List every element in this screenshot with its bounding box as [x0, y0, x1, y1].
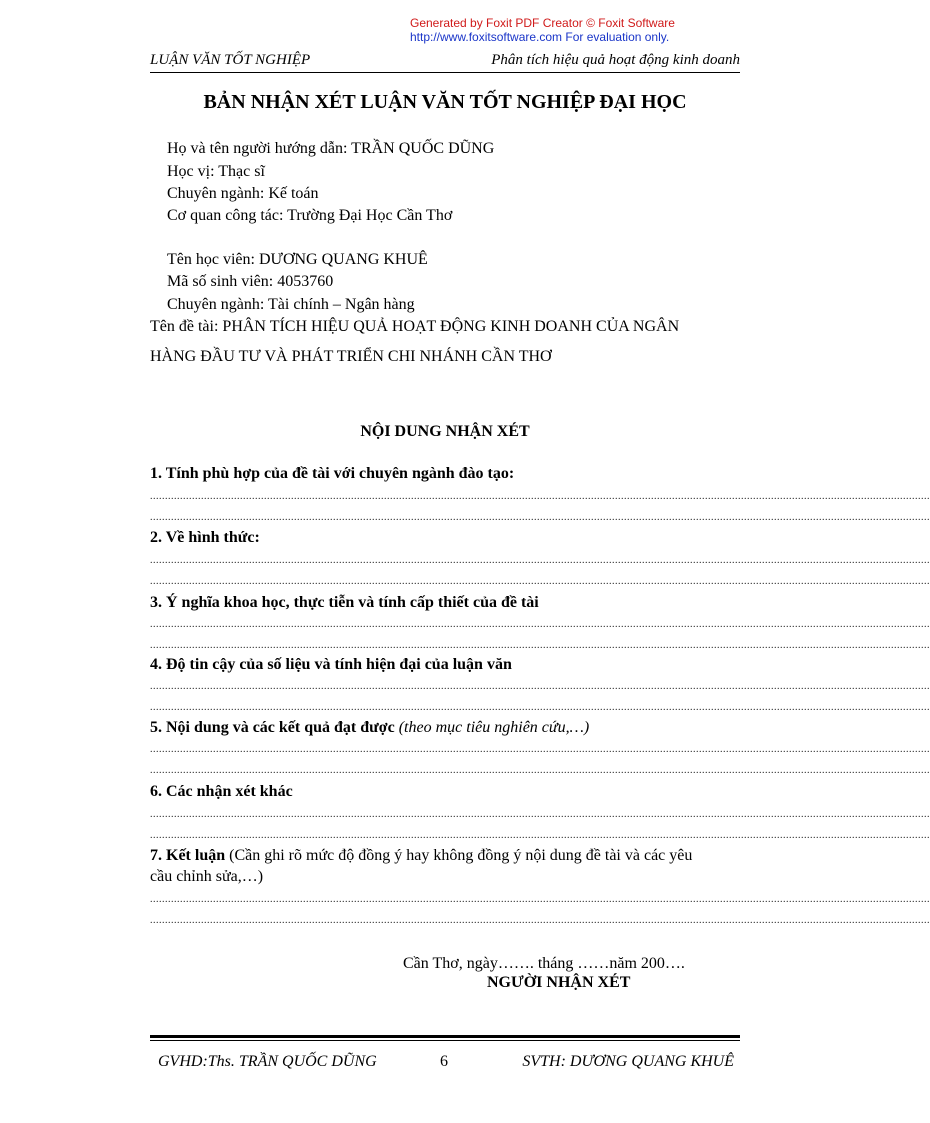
answer-line: ....................................................................................................................................................................................................................................................................: [150, 915, 930, 926]
question-7-note-line-2: cầu chỉnh sửa,…): [150, 868, 264, 885]
student-name: Tên học viên: DƯƠNG QUANG KHUÊ: [167, 251, 428, 268]
student-id: Mã số sinh viên: 4053760: [167, 273, 334, 290]
footer-rule-thin: [150, 1040, 740, 1041]
answer-line: ....................................................................................................................................................................................................................................................................: [150, 830, 930, 841]
question-5-note: (theo mục tiêu nghiên cứu,…): [394, 719, 590, 736]
question-6: 6. Các nhận xét khác: [150, 783, 293, 800]
answer-line: ....................................................................................................................................................................................................................................................................: [150, 894, 930, 905]
advisor-workplace: Cơ quan công tác: Trường Đại Học Cần Thơ: [167, 207, 453, 224]
answer-line: ....................................................................................................................................................................................................................................................................: [150, 619, 930, 630]
answer-line: ....................................................................................................................................................................................................................................................................: [150, 491, 930, 502]
answer-line: ....................................................................................................................................................................................................................................................................: [150, 681, 930, 692]
question-3: 3. Ý nghĩa khoa học, thực tiễn và tính cấp thiết của đề tài: [150, 594, 539, 611]
question-7: [150, 847, 746, 865]
section-heading: NỘI DUNG NHẬN XÉT: [360, 423, 530, 440]
advisor-degree: Học vị: Thạc sĩ: [167, 163, 265, 180]
header-right: Phân tích hiệu quả hoạt động kinh doanh: [491, 52, 740, 68]
answer-line: ....................................................................................................................................................................................................................................................................: [150, 640, 930, 651]
answer-line: ....................................................................................................................................................................................................................................................................: [150, 512, 930, 523]
question-4: 4. Độ tin cậy của số liệu và tính hiện đại của luận văn: [150, 656, 512, 673]
footer-student: SVTH: DƯƠNG QUANG KHUÊ: [522, 1053, 734, 1070]
footer-rule-thick: [150, 1035, 740, 1038]
answer-line: ....................................................................................................................................................................................................................................................................: [150, 702, 930, 713]
page-number: 6: [440, 1053, 448, 1070]
signer-title: NGƯỜI NHẬN XÉT: [487, 974, 631, 991]
question-7-label: 7. Kết luận: [150, 847, 226, 864]
topic-line-1: Tên đề tài: PHÂN TÍCH HIỆU QUẢ HOẠT ĐỘNG KINH DOANH CỦA NGÂN: [150, 318, 680, 335]
question-7-note: (Cần ghi rõ mức độ đồng ý hay không đồng ý nội dung đề tài và các yêu: [225, 847, 693, 864]
header-left: LUẬN VĂN TỐT NGHIỆP: [150, 52, 311, 68]
advisor-major: Chuyên ngành: Kế toán: [167, 185, 319, 202]
question-1: 1. Tính phù hợp của đề tài với chuyên ngành đào tạo:: [150, 465, 515, 482]
answer-line: ....................................................................................................................................................................................................................................................................: [150, 555, 930, 566]
advisor-name: Họ và tên người hướng dẫn: TRẦN QUỐC DŨNG: [167, 140, 495, 157]
student-major: Chuyên ngành: Tài chính – Ngân hàng: [167, 296, 415, 313]
place-date: Cần Thơ, ngày……. tháng ……năm 200….: [403, 955, 685, 972]
question-5: [150, 719, 746, 737]
answer-line: ....................................................................................................................................................................................................................................................................: [150, 809, 930, 820]
question-7-continued: [150, 868, 746, 886]
footer-advisor: GVHD:Ths. TRẦN QUỐC DŨNG: [158, 1053, 377, 1070]
document-title: BẢN NHẬN XÉT LUẬN VĂN TỐT NGHIỆP ĐẠI HỌC: [203, 91, 687, 113]
watermark-line-2: http://www.foxitsoftware.com For evaluation only.: [410, 30, 670, 44]
watermark-line-1: Generated by Foxit PDF Creator © Foxit Software: [410, 16, 675, 30]
question-2: 2. Về hình thức:: [150, 529, 260, 546]
answer-line: ....................................................................................................................................................................................................................................................................: [150, 744, 930, 755]
header-rule: [150, 72, 740, 73]
topic-line-2: HÀNG ĐẦU TƯ VÀ PHÁT TRIỂN CHI NHÁNH CẦN THƠ: [150, 348, 552, 365]
question-5-label: 5. Nội dung và các kết quả đạt được: [150, 719, 395, 736]
answer-line: ....................................................................................................................................................................................................................................................................: [150, 576, 930, 587]
answer-line: ....................................................................................................................................................................................................................................................................: [150, 765, 930, 776]
